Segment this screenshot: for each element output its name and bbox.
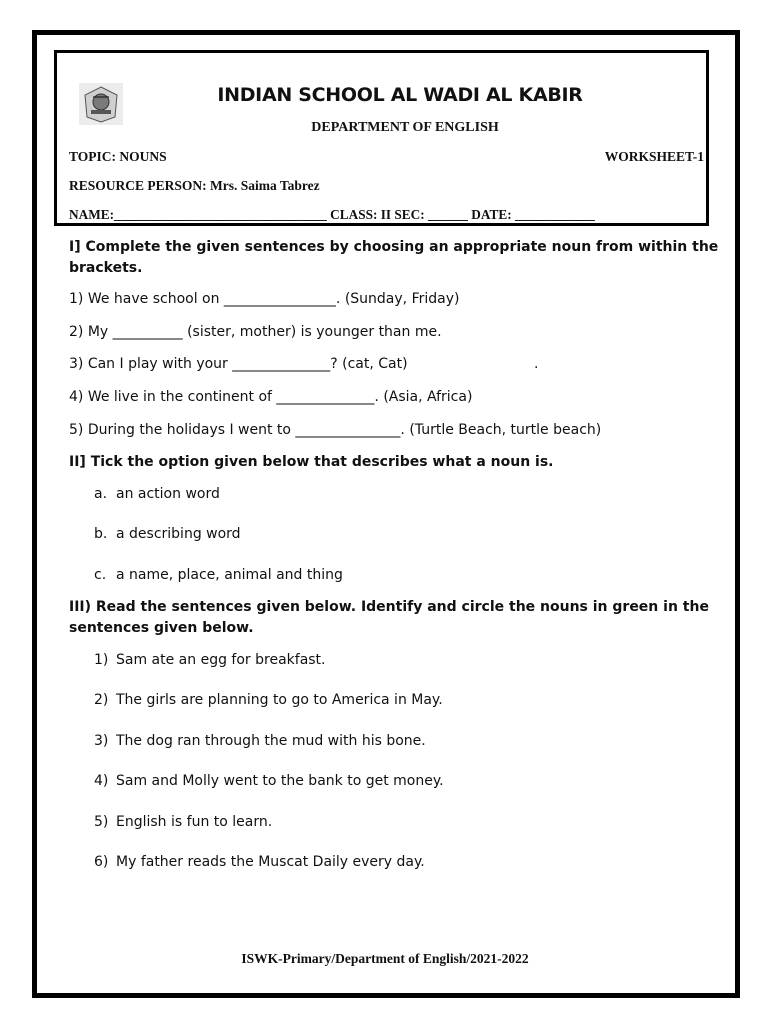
- fill-sentence: 4) We live in the continent of ______________. (Asia, Africa): [69, 389, 473, 405]
- sentence-number: 4): [94, 773, 109, 789]
- option-letter: c.: [94, 567, 107, 583]
- fill-sentence: 5) During the holidays I went to _______________. (Turtle Beach, turtle beach): [69, 422, 602, 438]
- sentence-number: 1): [94, 652, 109, 668]
- sentence-text: The dog ran through the mud with his bone.: [116, 733, 426, 749]
- option-text: an action word: [116, 486, 220, 502]
- topic-label: TOPIC: NOUNS: [69, 149, 167, 164]
- section1-heading: I] Complete the given sentences by choosing an appropriate noun from within the: [69, 239, 719, 255]
- fill-sentence: 2) My __________ (sister, mother) is younger than me.: [69, 324, 442, 340]
- sentence-text: The girls are planning to go to America in May.: [116, 692, 443, 708]
- option-text: a name, place, animal and thing: [116, 567, 343, 583]
- student-info-line: NAME:________________________________ CLASS: II SEC: ______ DATE: ____________: [69, 207, 595, 222]
- fill-sentence: 1) We have school on ________________. (Sunday, Friday): [69, 291, 460, 307]
- sentence-number: 5): [94, 814, 109, 830]
- section2-heading: II] Tick the option given below that describes what a noun is.: [69, 454, 554, 470]
- footer-text: ISWK-Primary/Department of English/2021-2022: [241, 951, 529, 966]
- section3-heading: III) Read the sentences given below. Identify and circle the nouns in green in the: [69, 599, 709, 615]
- resource-person: RESOURCE PERSON: Mrs. Saima Tabrez: [69, 178, 320, 193]
- sentence-number: 6): [94, 854, 109, 870]
- section3-heading-cont: sentences given below.: [69, 620, 254, 636]
- worksheet-label: WORKSHEET-1: [604, 149, 704, 164]
- option-letter: a.: [94, 486, 108, 502]
- option-letter: b.: [94, 526, 108, 542]
- sentence-text: My father reads the Muscat Daily every day.: [116, 854, 425, 870]
- sentence-number: 2): [94, 692, 109, 708]
- sentence-text: English is fun to learn.: [116, 814, 273, 830]
- sentence-text: Sam ate an egg for breakfast.: [116, 652, 326, 668]
- school-name: INDIAN SCHOOL AL WADI AL KABIR: [217, 84, 583, 106]
- section1-heading-cont: brackets.: [69, 260, 143, 276]
- sentence-number: 3): [94, 733, 109, 749]
- fill-sentence: 3) Can I play with your ______________? (cat, Cat): [69, 356, 408, 372]
- option-text: a describing word: [116, 526, 241, 542]
- stray-mark: .: [534, 356, 539, 372]
- header-box: [54, 50, 709, 226]
- sentence-text: Sam and Molly went to the bank to get money.: [116, 773, 444, 789]
- department-title: DEPARTMENT OF ENGLISH: [311, 120, 499, 135]
